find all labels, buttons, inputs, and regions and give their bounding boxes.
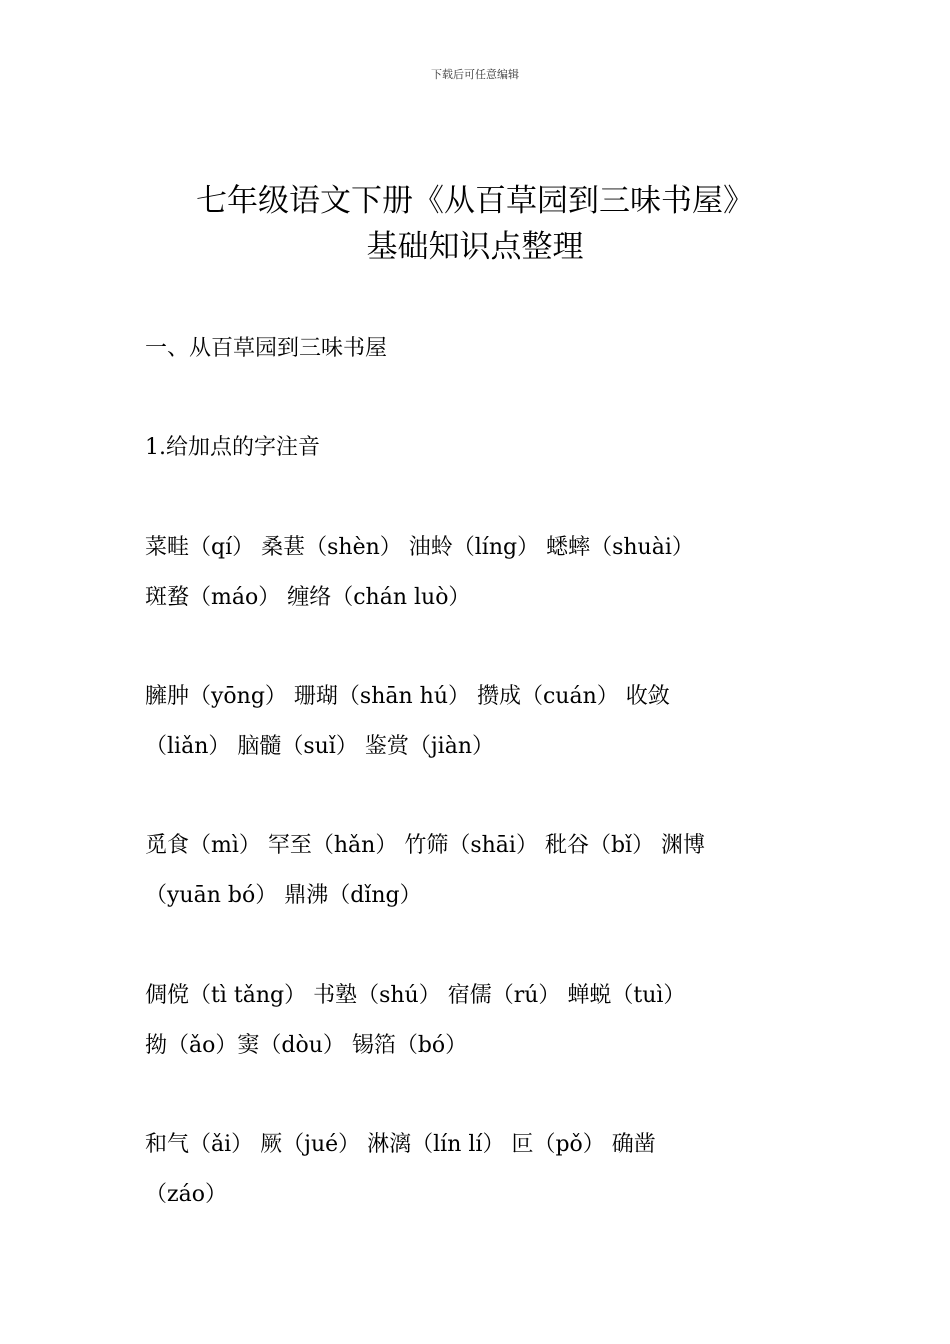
paragraph-line: （liǎn） 脑髓（suǐ） 鉴赏（jiàn） [145, 734, 494, 759]
section-heading: 一、从百草园到三味书屋 [145, 336, 388, 361]
paragraph-line: （yuān bó） 鼎沸（dǐng） [145, 883, 422, 908]
paragraph-line: （záo） [145, 1182, 227, 1207]
paragraph-line: 菜畦（qí） 桑葚（shèn） 油蛉（líng） 蟋蟀（shuài） [145, 535, 694, 560]
document-title [0, 178, 950, 270]
paragraph-line: 臃肿（yōng） 珊瑚（shān hú） 攒成（cuán） 收敛 [145, 684, 670, 709]
header-note: 下载后可任意编辑 [431, 68, 519, 81]
paragraph-line: 拗（ǎo）窦（dòu） 锡箔（bó） [145, 1033, 468, 1058]
question-heading: 1.给加点的字注音 [145, 435, 320, 460]
paragraph-line: 和气（ǎi） 厥（jué） 淋漓（lín lí） 叵（pǒ） 确凿 [145, 1132, 656, 1157]
paragraph-line: 倜傥（tì tǎng） 书塾（shú） 宿儒（rú） 蝉蜕（tuì） [145, 983, 686, 1008]
title-line-2: 基础知识点整理 [366, 229, 584, 265]
pinyin-paragraph [145, 971, 810, 1071]
pinyin-paragraph [145, 1120, 810, 1220]
pinyin-paragraph [145, 523, 810, 623]
paragraph-line: 觅食（mì） 罕至（hǎn） 竹筛（shāi） 秕谷（bǐ） 渊博 [145, 833, 706, 858]
paragraph-line: 斑蝥（máo） 缠络（chán luò） [145, 585, 471, 610]
pinyin-paragraph [145, 821, 810, 921]
pinyin-paragraph [145, 672, 810, 772]
title-line-1: 七年级语文下册《从百草园到三味书屋》 [196, 183, 754, 219]
